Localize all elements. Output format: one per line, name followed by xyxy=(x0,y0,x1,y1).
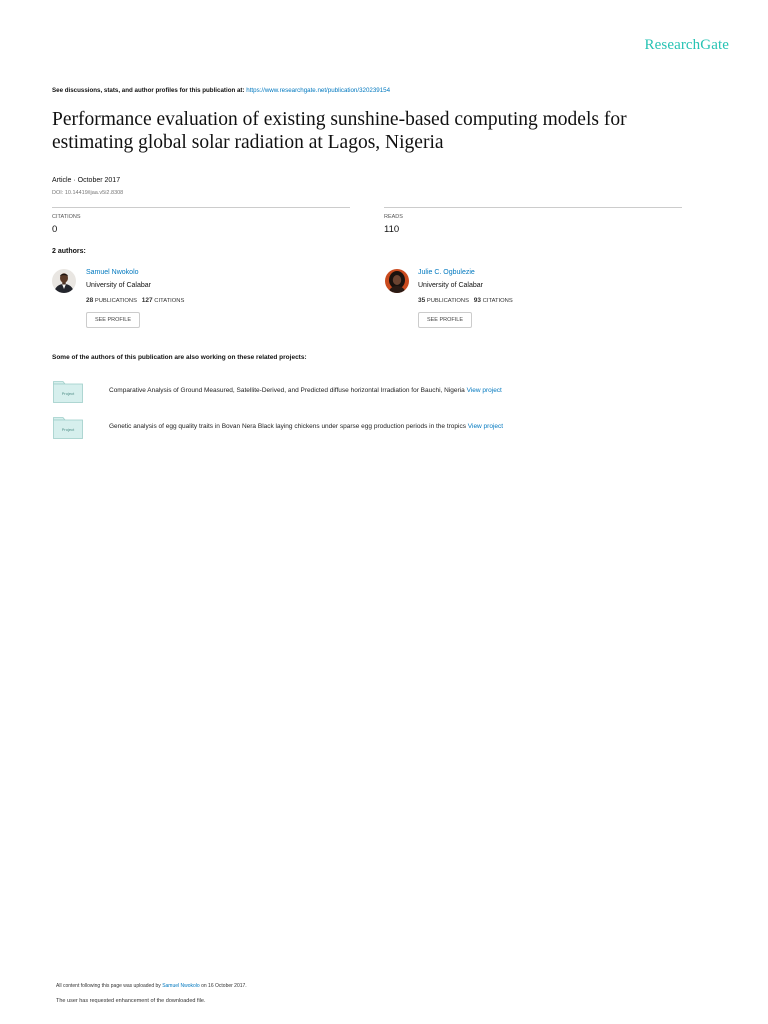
citations-label: CITATIONS xyxy=(482,298,513,304)
publications-count: 28 xyxy=(86,297,94,304)
view-project-link[interactable]: View project xyxy=(466,387,502,394)
publication-url-link[interactable]: https://www.researchgate.net/publication/320239154 xyxy=(246,87,391,94)
page-title: Performance evaluation of existing sunshine-based computing models for estimating global solar radiation at Lagos, Nigeria xyxy=(52,109,627,153)
disclaimer-text: See discussions, stats, and author profiles for this publication at: xyxy=(52,87,247,94)
authors-heading: 2 authors: xyxy=(52,248,86,255)
divider-left xyxy=(52,207,350,208)
citations-count: 127 xyxy=(141,297,153,304)
folder-icon xyxy=(53,381,83,403)
citations-value: 0 xyxy=(52,224,58,235)
see-profile-button[interactable]: SEE PROFILE xyxy=(86,312,140,328)
project-title: Comparative Analysis of Ground Measured, Satellite-Derived, and Predicted diffuse horizontal Irradiation for Bauchi, Nigeria xyxy=(109,387,467,394)
author-institution: University of Calabar xyxy=(418,282,483,289)
folder-icon xyxy=(53,417,83,439)
author-name-link[interactable]: Julie C. Ogbulezie xyxy=(418,269,475,276)
related-projects-heading: Some of the authors of this publication are also working on these related projects: xyxy=(52,354,307,361)
folder-project-icon[interactable] xyxy=(53,381,83,403)
disclaimer-line xyxy=(52,87,390,94)
author-institution: University of Calabar xyxy=(86,282,151,289)
folder-project-icon[interactable] xyxy=(53,417,83,439)
author-avatar[interactable] xyxy=(385,269,409,293)
project-icon-label: Project xyxy=(61,427,75,432)
article-meta: Article · October 2017 xyxy=(52,177,121,184)
project-title: Genetic analysis of egg quality traits in Bovan Nera Black laying chickens under sparse egg production periods in the tropics xyxy=(109,423,468,430)
citations-label: CITATIONS xyxy=(52,214,81,220)
publications-label: PUBLICATIONS xyxy=(426,298,469,304)
upload-suffix: on 16 October 2017. xyxy=(199,983,247,989)
project-item xyxy=(109,423,503,430)
uploader-link[interactable]: Samuel Nwokolo xyxy=(162,983,200,989)
see-profile-button[interactable]: SEE PROFILE xyxy=(418,312,472,328)
divider-right xyxy=(384,207,682,208)
reads-value: 110 xyxy=(384,224,400,235)
upload-note xyxy=(56,983,247,989)
view-project-link[interactable]: View project xyxy=(467,423,504,430)
citations-label: CITATIONS xyxy=(154,298,185,304)
author-stats xyxy=(86,297,184,304)
researchgate-logo[interactable]: ResearchGate xyxy=(644,37,729,53)
author-name-link[interactable]: Samuel Nwokolo xyxy=(86,269,139,276)
author-stats xyxy=(418,297,513,304)
author-avatar[interactable] xyxy=(52,269,76,293)
project-item xyxy=(109,387,502,394)
upload-prefix: All content following this page was uploaded by xyxy=(56,983,163,989)
reads-label: READS xyxy=(384,214,403,220)
publications-label: PUBLICATIONS xyxy=(94,298,137,304)
person-photo-avatar xyxy=(385,269,409,293)
publications-count: 35 xyxy=(418,297,426,304)
citations-count: 93 xyxy=(473,297,482,304)
person-photo-avatar xyxy=(52,269,76,293)
project-icon-label: Project xyxy=(61,391,75,396)
doi-line: DOI: 10.14419/ijaa.v5i2.8308 xyxy=(52,190,124,196)
enhancement-note: The user has requested enhancement of the downloaded file. xyxy=(56,998,206,1004)
